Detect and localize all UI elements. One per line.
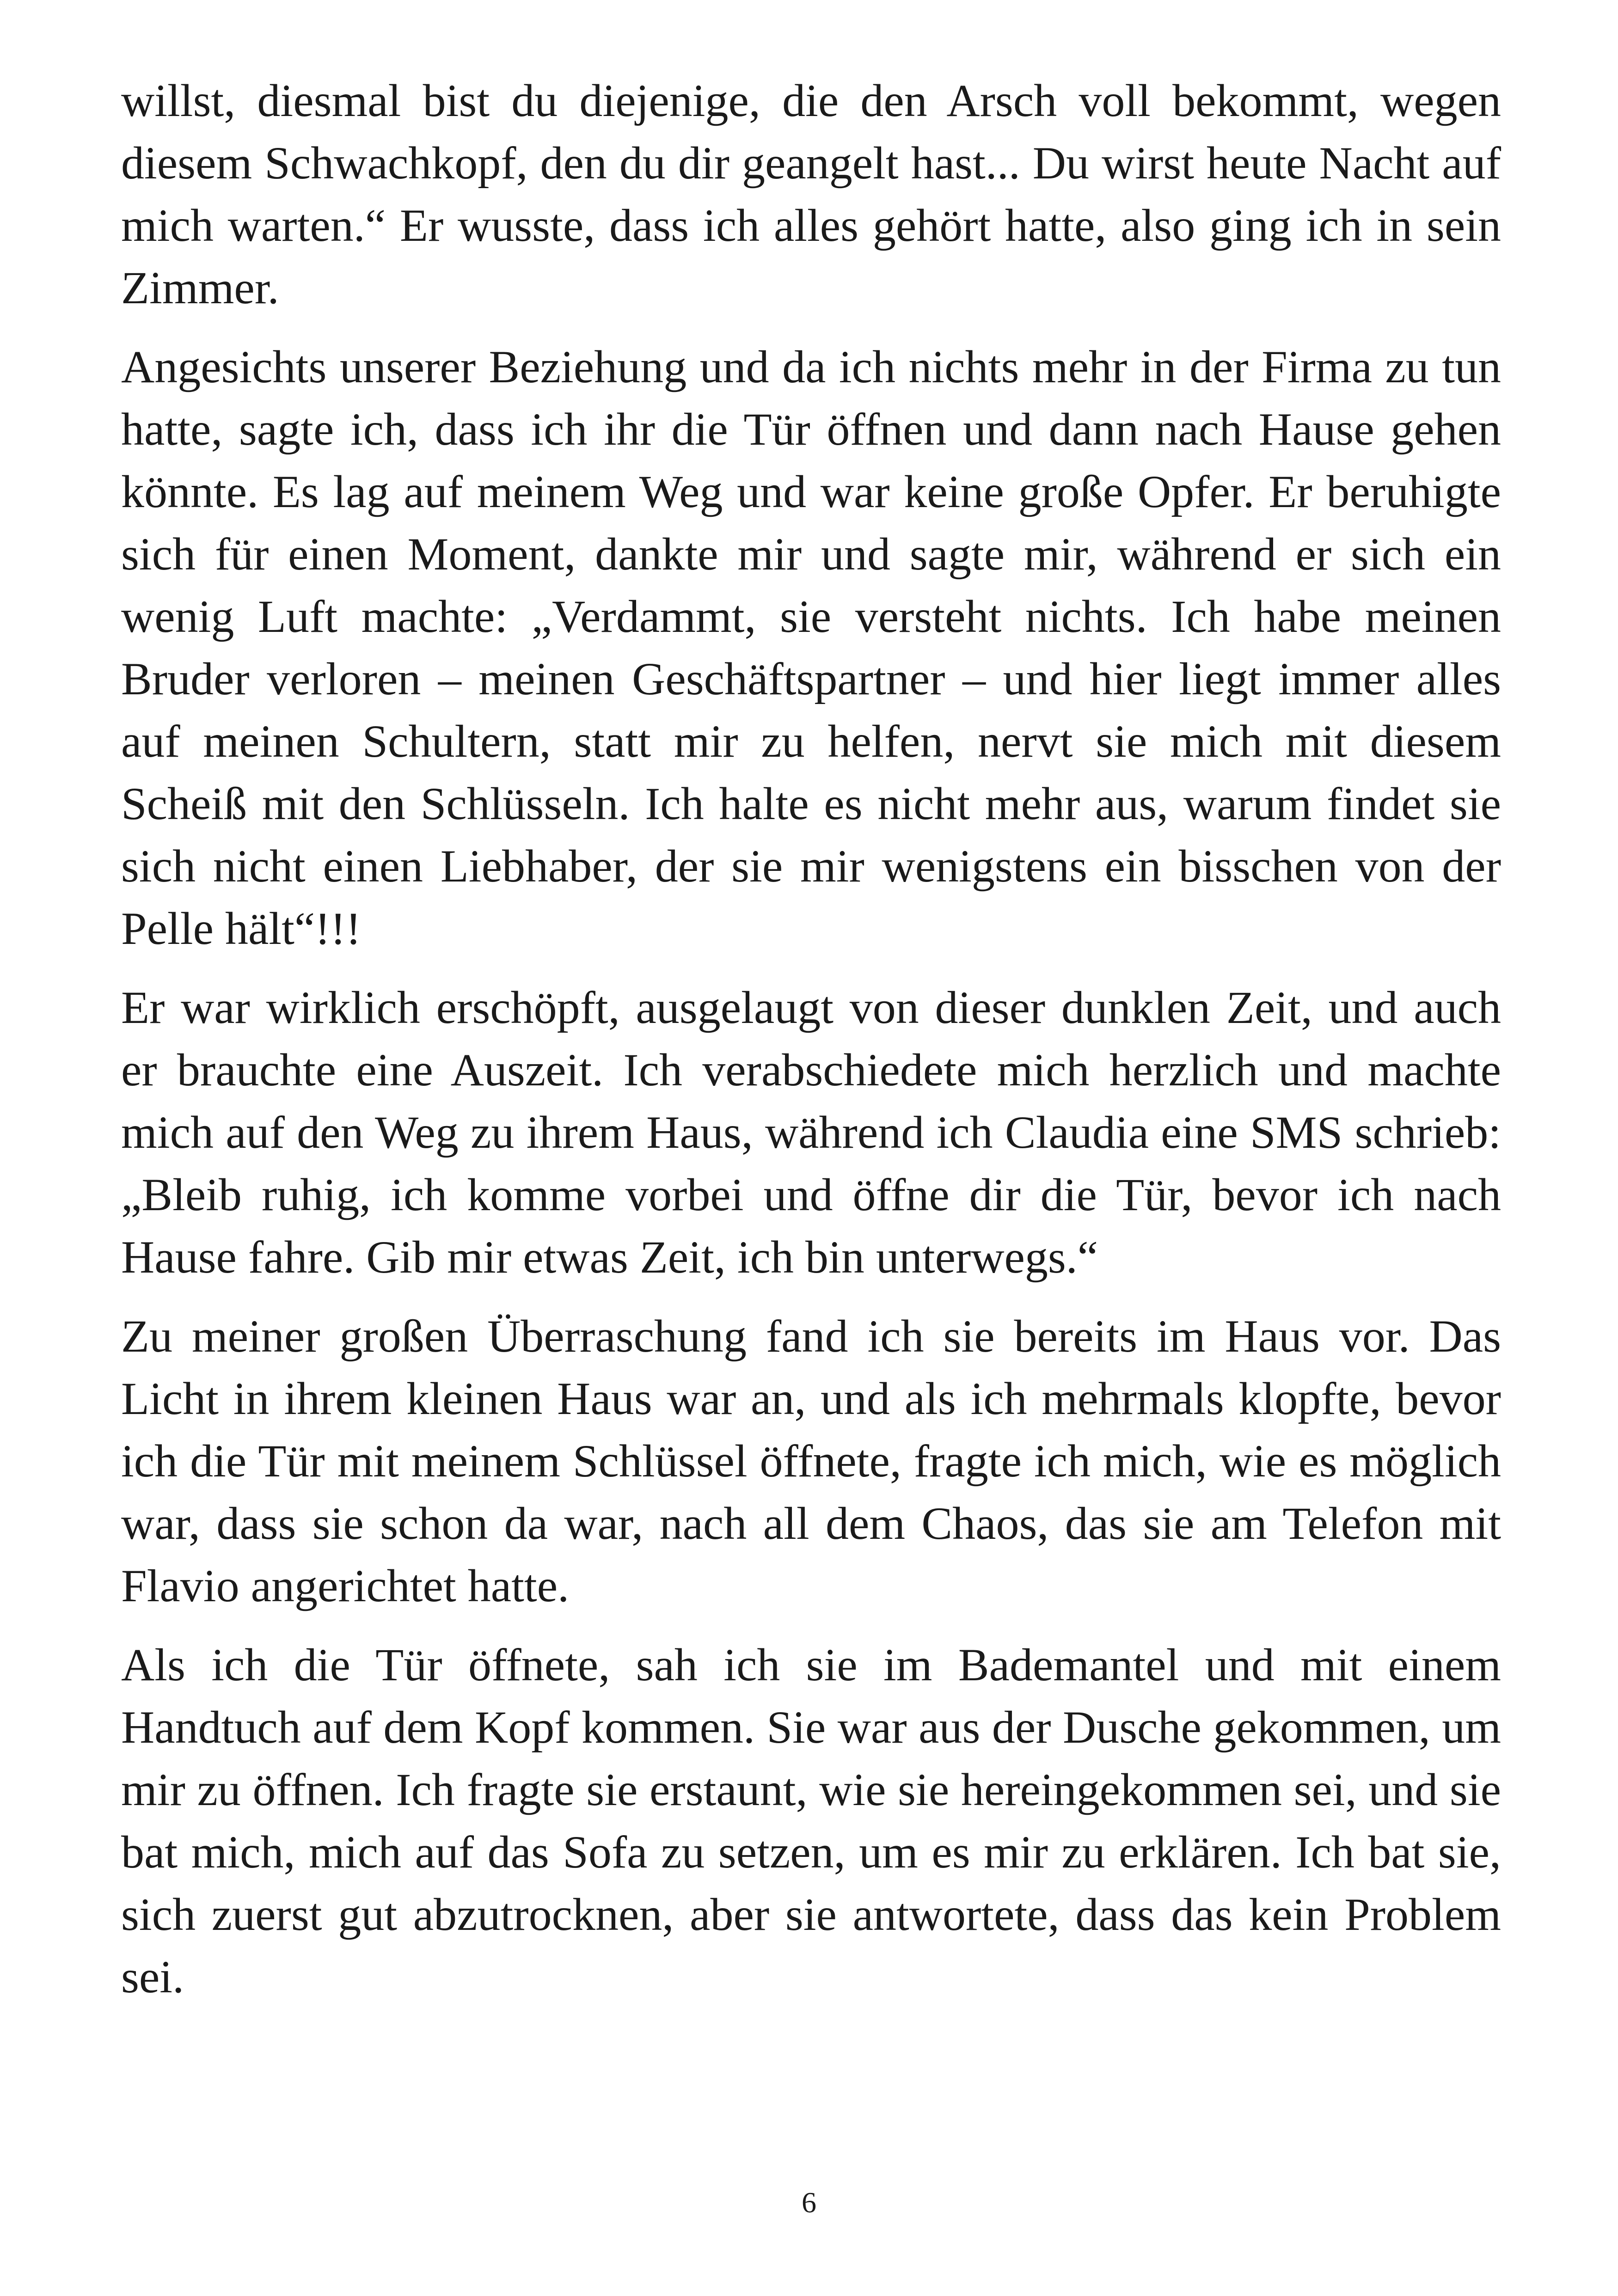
paragraph-1: willst, diesmal bist du diejenige, die den Arsch voll bekommt, wegen diesem Schwachkopf, den du dir geangelt hast... Du wirst heute Nacht auf mich warten.“ Er wusste, dass ich alles gehört hatte, also ging ich in sein Zimmer. (121, 75, 1501, 313)
page-number: 6 (802, 2186, 816, 2219)
paragraph-5: Als ich die Tür öffnete, sah ich sie im Bademantel und mit einem Handtuch auf dem Kopf kommen. Sie war aus der Dusche gekommen, um mir zu öffnen. Ich fragte sie erstaunt, wie sie hereingekommen sei, und sie bat mich, mich auf das Sofa zu setzen, um es mir zu erklären. Ich bat sie, sich zuerst gut abzutrocknen, aber sie antwortete, dass das kein Problem sei. (121, 1639, 1501, 2002)
paragraph-2: Angesichts unserer Beziehung und da ich nichts mehr in der Firma zu tun hatte, sagte ich, dass ich ihr die Tür öffnen und dann nach Hause gehen könnte. Es lag auf meinem Weg und war keine große Opfer. Er beruhigte sich für einen Moment, dankte mir und sagte mir, während er sich ein wenig Luft machte: „Verdammt, sie versteht nichts. Ich habe meinen Bruder verloren – meinen Geschäftspartner – und hier liegt immer alles auf meinen Schultern, statt mir zu helfen, nervt sie mich mit diesem Scheiß mit den Schlüsseln. Ich halte es nicht mehr aus, warum findet sie sich nicht einen Liebhaber, der sie mir wenigstens ein bisschen von der Pelle hält“!!! (121, 341, 1501, 954)
paragraph-3: Er war wirklich erschöpft, ausgelaugt von dieser dunklen Zeit, und auch er brauchte eine Auszeit. Ich verabschiedete mich herzlich und machte mich auf den Weg zu ihrem Haus, während ich Claudia eine SMS schrieb: „Bleib ruhig, ich komme vorbei und öffne dir die Tür, bevor ich nach Hause fahre. Gib mir etwas Zeit, ich bin unterwegs.“ (121, 982, 1501, 1283)
body-text (121, 69, 1501, 2025)
paragraph-4: Zu meiner großen Überraschung fand ich sie bereits im Haus vor. Das Licht in ihrem kleinen Haus war an, und als ich mehrmals klopfte, bevor ich die Tür mit meinem Schlüssel öffnete, fragte ich mich, wie es möglich war, dass sie schon da war, nach all dem Chaos, das sie am Telefon mit Flavio angerichtet hatte. (121, 1310, 1501, 1611)
